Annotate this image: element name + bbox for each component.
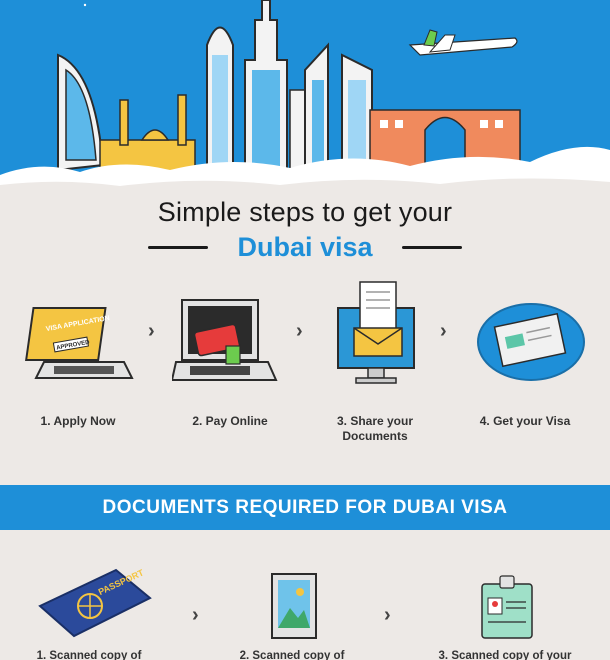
chevron-right-icon: › bbox=[296, 320, 303, 342]
chevron-right-icon: › bbox=[440, 320, 447, 342]
chevron-right-icon: › bbox=[148, 320, 155, 342]
step-3-label-line1: 3. Share your bbox=[336, 414, 414, 428]
document-2-label: 2. Scanned copy of bbox=[239, 650, 345, 660]
id-card-icon bbox=[476, 574, 536, 647]
documents-banner bbox=[0, 485, 610, 530]
visa-document-icon bbox=[476, 302, 586, 387]
chevron-right-icon: › bbox=[192, 604, 199, 626]
visa-application-badge: VISA APPLICATION bbox=[45, 314, 111, 334]
laptop-application-icon bbox=[24, 290, 134, 395]
step-3-label bbox=[305, 414, 445, 444]
documents-banner-title: DOCUMENTS REQUIRED FOR DUBAI VISA bbox=[102, 497, 508, 518]
monitor-documents-icon bbox=[330, 278, 420, 393]
dubai-skyline-illustration bbox=[0, 0, 610, 195]
document-3-label: 3. Scanned copy of your bbox=[438, 650, 572, 660]
laptop-card-payment-icon bbox=[172, 290, 282, 395]
chevron-right-icon: › bbox=[384, 604, 391, 626]
passport-icon bbox=[36, 568, 152, 643]
step-4-label: 4. Get your Visa bbox=[479, 414, 571, 428]
step-3-label-line2: Documents bbox=[342, 429, 408, 443]
photo-icon bbox=[268, 570, 320, 647]
steps-heading-line2: Dubai visa bbox=[237, 232, 373, 262]
approved-stamp: APPROVED bbox=[55, 339, 91, 352]
heading-divider-right bbox=[402, 246, 462, 249]
passport-label: PASSPORT bbox=[96, 568, 146, 598]
step-2-label: 2. Pay Online bbox=[192, 414, 268, 428]
document-1-label: 1. Scanned copy of bbox=[36, 650, 142, 660]
steps-heading-line1: Simple steps to get your bbox=[157, 197, 453, 227]
step-1-label: 1. Apply Now bbox=[40, 414, 116, 428]
hero-skyline-banner bbox=[0, 0, 610, 195]
